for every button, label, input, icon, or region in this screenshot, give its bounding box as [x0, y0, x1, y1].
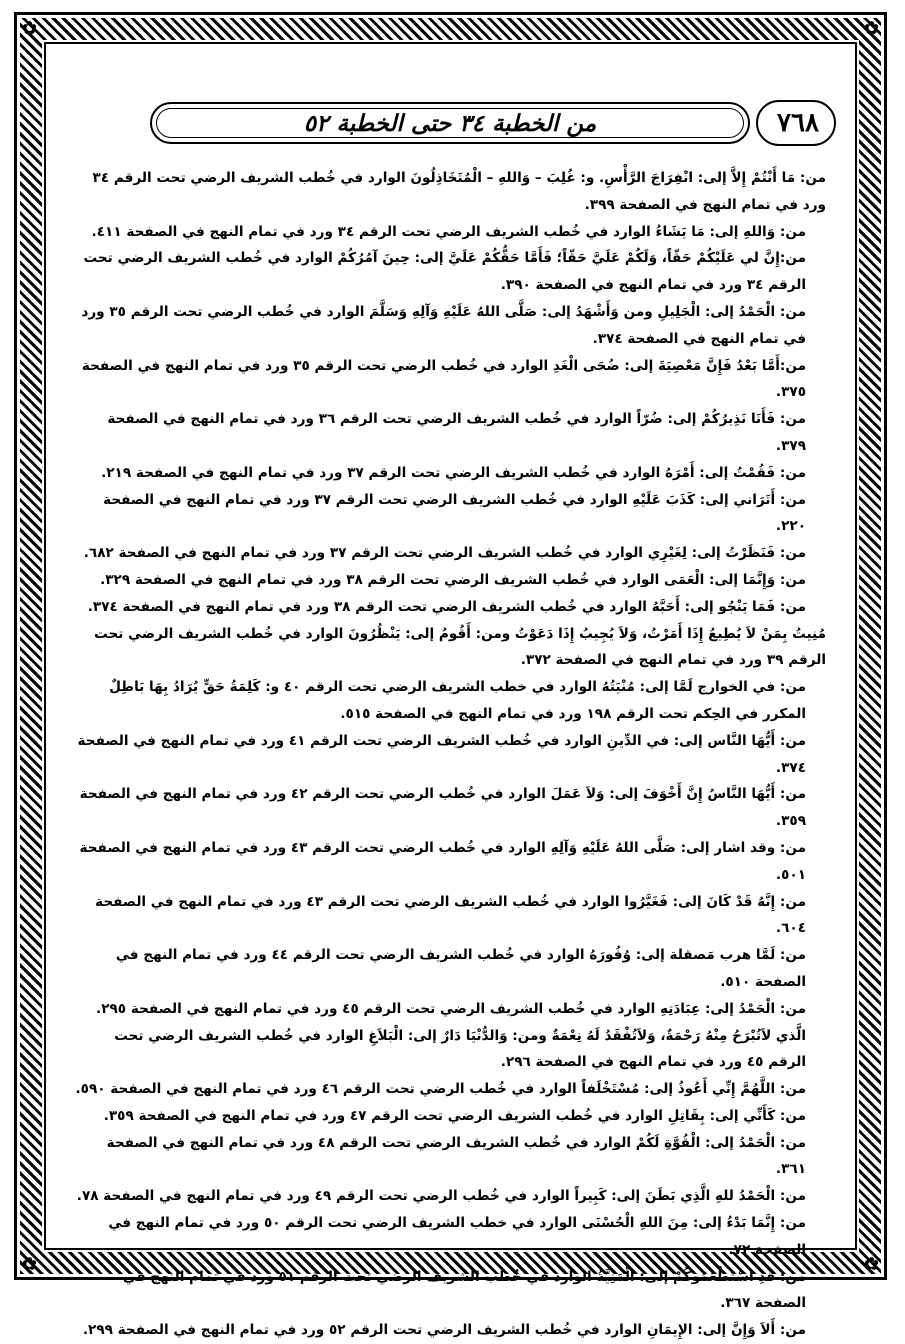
list-item: من: أَيُّهَا النَّاسُ إِنَّ أَخْوَفَ إلى: وَلاَ عَمَلَ الوارد في خُطب الرضي تحت الرقم ٤٢ ورد في تمام النهج في الصفحة ٣٥٩.	[79, 786, 806, 830]
list-item: من: الْحَمْدُ إلى: عِبَادَتِهِ الوارد في خُطب الشريف الرضي تحت الرقم ٤٥ ورد في تمام النهج في الصفحة ٢٩٥.	[96, 1000, 806, 1017]
list-item: من: مَا أَنْتُمْ إِلاَّ إلى: انْفِرَاجَ الرَّأْسِ. و: غُلِبَ – وَاللهِ – الْمُتَخَاذِلُونَ الوارد في خُطب الشريف الرضي تحت الرقم ٣٤ ورد في تمام النهج في الصفحة ٣٩٩.	[92, 170, 826, 213]
list-item: من: فَأَنَا نَذِيرُكُمْ إلى: ضُرّاً الوارد في خُطب الشريف الرضي تحت الرقم ٣٦ ورد في تمام النهج في الصفحة ٣٧٩.	[107, 411, 806, 454]
page-number: ٧٦٨	[777, 108, 819, 138]
title-cartouche	[150, 102, 750, 144]
corner-flower-icon: ✿	[22, 1254, 38, 1275]
list-item: من: وَإِنَّمَا إلى: الْعَمَى الوارد في خُطب الشريف الرضي تحت الرقم ٣٨ ورد في تمام النهج في الصفحة ٣٢٩.	[100, 571, 806, 588]
list-item: من: فَقُمْتُ إلى: أَمْرَهُ الوارد في خُطب الشريف الرضي تحت الرقم ٣٧ ورد في تمام النهج في الصفحة ٢١٩.	[101, 464, 806, 481]
list-item: من: الْحَمْدُ للهِ الَّذِي بَطَنَ إلى: كَبِيراً الوارد في خُطب الرضي تحت الرقم ٤٩ ورد في تمام النهج في الصفحة ٧٨.	[76, 1188, 806, 1205]
list-item: من: كَأَنِّي إلى: بِقَاتِلِ الوارد في خُطب الشريف الرضي تحت الرقم ٤٧ ورد في تمام النهج في الصفحة ٣٥٩.	[103, 1107, 806, 1124]
corner-flower-icon: ✿	[864, 18, 880, 39]
list-item: من: إِنَّهُ قَدْ كَانَ إلى: فَغَيَّرُوا الوارد في خُطب الشريف الرضي تحت الرقم ٤٣ ورد في تمام النهج في الصفحة ٦٠٤.	[95, 893, 806, 937]
list-item: من: في الخوارج لَمَّا إلى: مُنْيَتُهُ الوارد في خطب الشريف الرضي تحت الرقم ٤٠ و: كَلِمَةُ حَقٍّ يُرَادُ بِهَا بَاطِلٌ المكرر في الحِكم تحت الرقم ١٩٨ ورد في تمام النهج في الصفحة ٥١٥.	[109, 679, 806, 722]
list-item: من: إِنَّمَا بَدْءُ إلى: مِنَ اللهِ الْحُسْنَى الوارد في خطب الشريف الرضي تحت الرقم ٥٠ ورد في تمام النهج في الصفحة ٧٢.	[108, 1215, 806, 1258]
list-item: من: قَدِ اسْتَطْعَمُوكُمْ إلى: الْمَنِيَّةُ الوارد في خُطب الشريف الرضي تحت الرقم ٥١ ورد في تمام النهج في الصفحة ٣٦٧.	[122, 1268, 806, 1312]
list-item: من: أَتَرَاني إلى: كَذَبَ عَلَيْهِ الوارد في خُطب الشريف الرضي تحت الرقم ٣٧ ورد في تمام النهج في الصفحة ٢٢٠.	[103, 491, 806, 535]
list-item: من: الْحَمْدُ إلى: الْقُوَّةِ لَكُمْ الوارد في خُطب الشريف الرضي تحت الرقم ٤٨ ورد في تمام النهج في الصفحة ٣٦١.	[106, 1134, 806, 1178]
list-item: من:أَمَّا بَعْدُ فَإِنَّ مَعْصِيَةَ إلى: ضُحَى الْغَدِ الوارد في خُطب الرضي تحت الرقم ٣٥ ورد في تمام النهج في الصفحة ٣٧٥.	[81, 357, 806, 401]
list-item: من: أَلاَ وَإِنَّ إلى: الإِيمَانِ الوارد في خُطب الشريف الرضي تحت الرقم ٥٢ ورد في تمام النهج في الصفحة ٢٩٩.	[82, 1322, 806, 1339]
corner-flower-icon: ✿	[22, 18, 38, 39]
page-number-cartouche	[756, 96, 840, 150]
list-item: من: لَمَّا هرب مَصقلة إلى: وُفُورَهُ الوارد في خُطب الشريف الرضي تحت الرقم ٤٤ ورد في تمام النهج في الصفحة ٥١٠.	[115, 947, 806, 990]
list-item: من: فَمَا يَنْجُو إلى: أَحَبَّهُ الوارد في خُطب الشريف الرضي تحت الرقم ٣٨ ورد في تمام النهج في الصفحة ٣٧٤.	[87, 598, 806, 615]
corner-flower-icon: ✿	[864, 1254, 880, 1275]
list-item: الَّذي لاَتُبْرَحُ مِنْهُ رَحْمَةٌ، وَلاَتُفْقَدُ لَهُ نِعْمَةٌ ومن: وَالدُّنْيَا دَارٌ إلى: الْبَلاَغِ الوارد في خُطب الشريف الرضي تحت الرقم ٤٥ ورد في تمام النهج في الصفحة ٢٩٦.	[114, 1027, 806, 1071]
list-item: من:إِنَّ لي عَلَيْكُمْ حَقّاً، وَلَكُمْ عَلَيَّ حَقّاً؛ فَأَمَّا حَقُّكُمْ عَلَيَّ إلى: حِينَ آمُرُكُمْ الوارد في خُطب الشريف الرضي تحت الرقم ٣٤ ورد في تمام النهج في الصفحة ٣٩٠.	[83, 250, 806, 294]
page-title: من الخطبة ٣٤ حتى الخطبة ٥٢	[303, 109, 597, 137]
list-item: من: أَيُّهَا النَّاس إلى: في الدِّينِ الوارد في خُطب الشريف الرضي تحت الرقم ٤١ ورد في تمام النهج في الصفحة ٣٧٤.	[77, 732, 806, 776]
list-item: مُنِيتُ بِمَنْ لاَ يُطِيعُ إِذَا أَمَرْتُ، وَلاَ يُجِيبُ إِذَا دَعَوْتُ ومن: أَقُومُ إلى: يَنْظُرُونَ الوارد في خُطب الشريف الرضي تحت الرقم ٣٩ ورد في تمام النهج في الصفحة ٣٧٢.	[94, 625, 826, 669]
list-item: من: الْحَمْدُ إلى: الْجَلِيلِ ومن وَأَشْهَدُ إلى: صَلَّى اللهُ عَلَيْهِ وَآلِهِ وَسَلَّمَ الوارد في خُطب الرضي تحت الرقم ٣٥ ورد في تمام النهج في الصفحة ٣٧٤.	[81, 303, 806, 347]
list-item: من: فَنَظَرْتُ إلى: لِغَيْرِي الوارد في خُطب الشريف الرضي تحت الرقم ٣٧ ورد في تمام النهج في الصفحة ٦٨٢.	[83, 545, 806, 562]
list-item: من: اللَّهُمَّ إِنِّي أَعُوذُ إلى: مُسْتَخْلَفاً الوارد في خُطب الرضي تحت الرقم ٤٦ ورد في تمام النهج في الصفحة ٥٩٠.	[75, 1081, 806, 1098]
list-item: من: وَاللهِ إلى: مَا يَشَاءُ الوارد في خُطب الشريف الرضي تحت الرقم ٣٤ ورد في تمام النهج في الصفحة ٤١١.	[91, 223, 806, 240]
entries-list	[74, 165, 826, 1344]
list-item: من: وقد اشار إلى: صَلَّى اللهُ عَلَيْهِ وَآلِهِ الوارد في خُطب الرضي تحت الرقم ٤٣ ورد في تمام النهج في الصفحة ٥٠١.	[79, 839, 806, 883]
page-header	[70, 96, 840, 154]
